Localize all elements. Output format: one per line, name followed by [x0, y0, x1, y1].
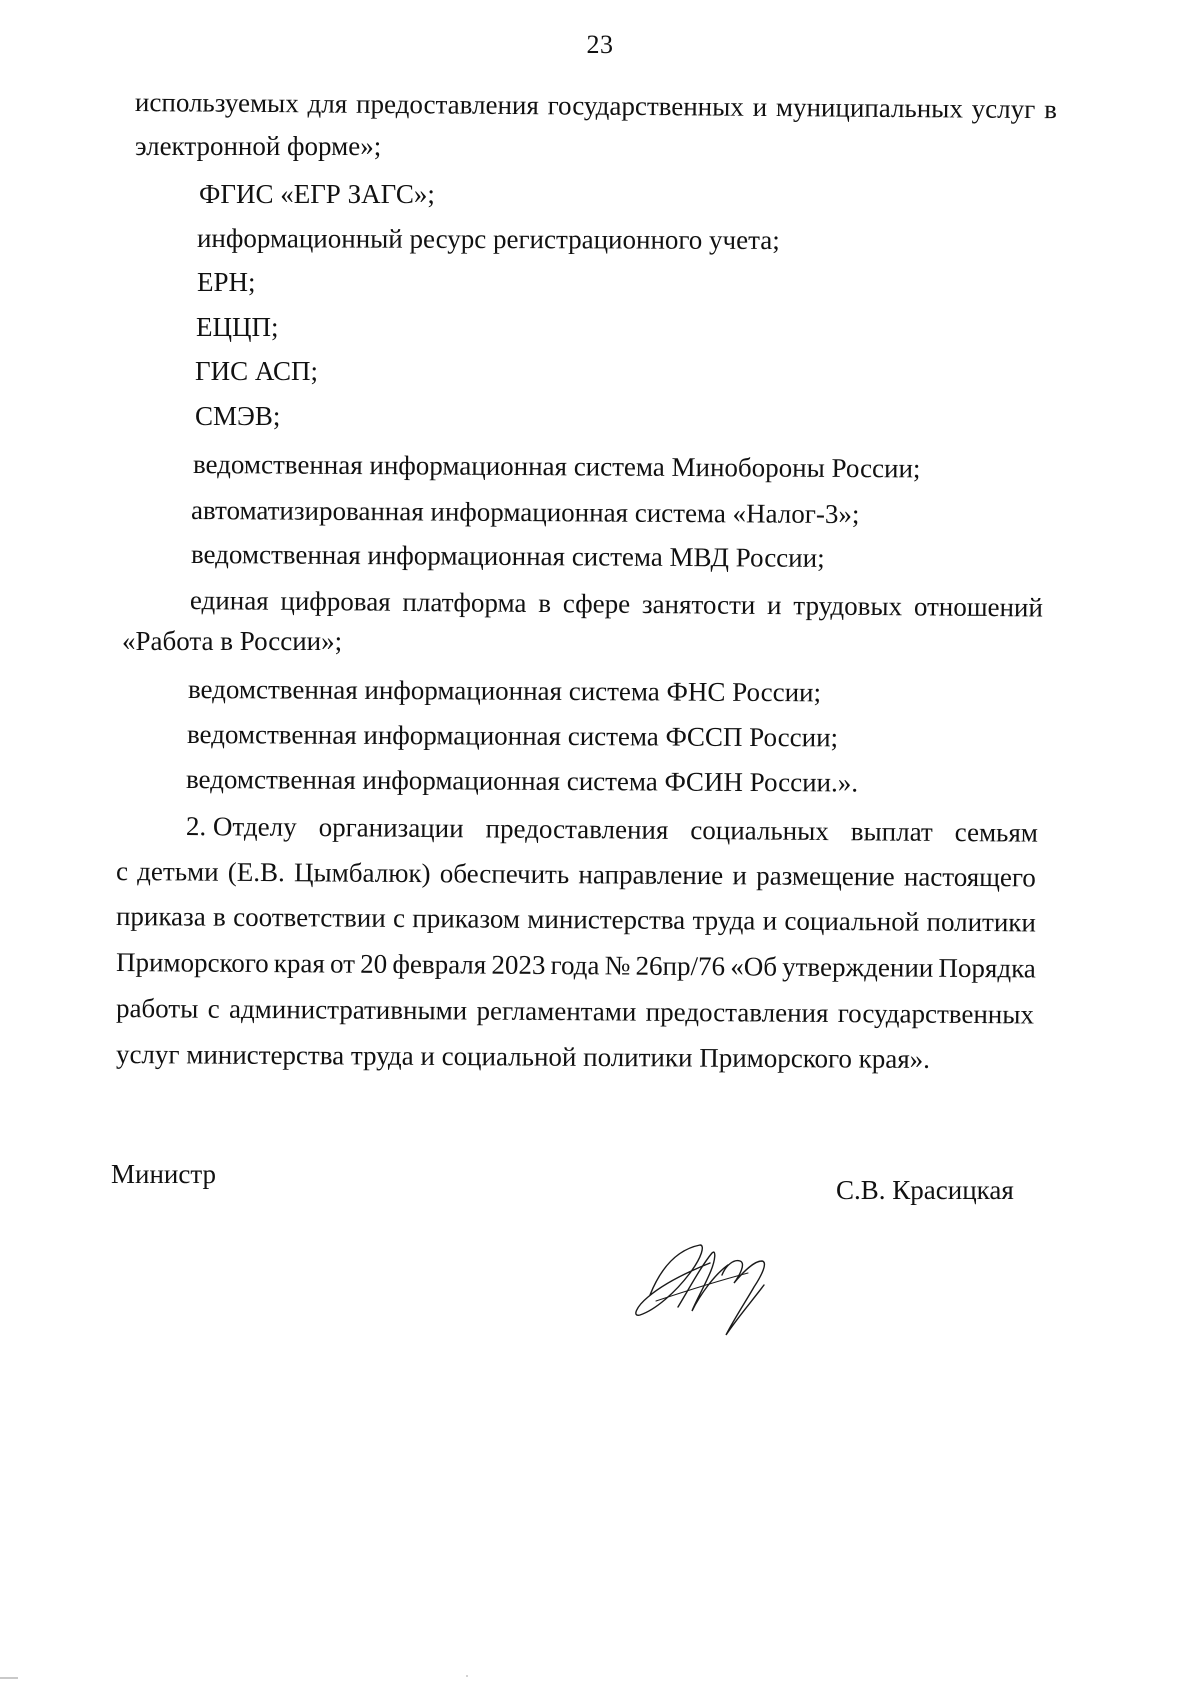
word: 2. Отделу	[185, 811, 297, 842]
word: семьям	[954, 817, 1039, 848]
word: размещение	[756, 860, 895, 892]
list-item-fns: ведомственная информационная система ФНС России;	[187, 674, 822, 708]
list-item-gis-asp: ГИС АСП;	[195, 356, 319, 386]
word: с	[115, 856, 129, 887]
paragraph-2-line-1	[186, 812, 1038, 848]
paragraph-2-line-2	[116, 857, 1036, 893]
position-title: Министр	[111, 1159, 216, 1189]
word: платформа	[402, 586, 527, 618]
word: в	[212, 901, 226, 932]
handwritten-signature	[630, 1235, 810, 1345]
word: предоставления	[645, 996, 829, 1028]
word: услуг	[971, 93, 1036, 125]
word: края	[273, 948, 325, 979]
list-item-smev: СМЭВ;	[195, 401, 281, 431]
list-item-fgis: ФГИС «ЕГР ЗАГС»;	[199, 179, 435, 209]
scan-artifact-mark	[0, 1677, 18, 1679]
word: политики	[926, 906, 1037, 938]
word: с	[207, 993, 220, 1024]
word: министерства	[527, 903, 686, 935]
page-number: 23	[586, 30, 614, 59]
word: государственных	[837, 998, 1035, 1030]
paragraph-1-line-2: электронной форме»;	[135, 131, 382, 161]
paragraph-2-line-5	[116, 994, 1034, 1030]
platform-item-line-2: «Работа в России»;	[122, 626, 343, 656]
word: и	[752, 91, 768, 122]
word: предоставления	[355, 88, 539, 121]
word: года	[550, 950, 600, 981]
word: (Е.В.	[227, 856, 285, 888]
word: регламентами	[476, 995, 637, 1027]
list-item-fssp: ведомственная информационная система ФССП России;	[186, 719, 839, 753]
word: приказа	[115, 901, 206, 932]
list-item-fsin: ведомственная информационная система ФСИН России.».	[185, 764, 859, 798]
word: Цымбалюк)	[294, 857, 431, 889]
word: административными	[228, 993, 468, 1026]
word: с	[392, 902, 406, 934]
paragraph-2-line-6: услуг министерства труда и социальной политики Приморского края».	[115, 1039, 931, 1074]
word: трудовых	[793, 590, 903, 622]
word: организации	[318, 812, 464, 844]
word: от	[329, 948, 356, 979]
word: №	[604, 950, 631, 981]
word: соответствии	[233, 901, 386, 933]
word: используемых	[134, 87, 299, 119]
word: настоящего	[903, 861, 1036, 893]
word: занятости	[641, 588, 756, 620]
list-item-minoborony: ведомственная информационная система Минобороны России;	[192, 449, 921, 484]
word: муниципальных	[775, 92, 964, 124]
word: государственных	[547, 90, 744, 122]
word: для	[307, 88, 348, 119]
word: цифровая	[280, 585, 391, 617]
word: и	[732, 860, 748, 891]
scan-artifact-dot	[466, 1675, 468, 1677]
word: предоставления	[485, 813, 669, 845]
word: в	[538, 588, 552, 619]
paragraph-1-line-1	[135, 88, 1057, 125]
paragraph-2-line-4	[116, 948, 1036, 984]
word: обеспечить	[439, 858, 570, 890]
word: 2023	[491, 949, 546, 980]
list-item-nalog: автоматизированная информационная система «Налог-3»;	[190, 495, 860, 530]
signatory-name: С.В. Красицкая	[836, 1175, 1014, 1205]
list-item-mvd: ведомственная информационная система МВД России;	[190, 539, 825, 573]
list-item-ern: ЕРН;	[197, 267, 256, 297]
paragraph-2-line-3	[116, 902, 1036, 938]
word: Приморского	[115, 947, 269, 979]
word: сфере	[562, 588, 631, 619]
word: февраля	[392, 948, 487, 980]
word: работы	[115, 993, 199, 1024]
word: детьми	[137, 856, 219, 887]
word: «Об	[730, 951, 778, 982]
word: направление	[578, 859, 724, 891]
word: выплат	[850, 816, 933, 847]
word: 26пр/76	[635, 950, 726, 982]
list-item-info-resource: информационный ресурс регистрационного учета;	[196, 223, 780, 256]
word: 20	[360, 948, 388, 979]
word: социальной	[784, 905, 920, 937]
word: социальных	[690, 814, 829, 847]
word: и	[766, 590, 782, 621]
list-item-etsp: ЕЦЦП;	[196, 312, 279, 342]
word: единая	[189, 585, 269, 616]
word: приказом	[412, 903, 521, 934]
word: и	[762, 905, 778, 936]
word: в	[1044, 94, 1058, 125]
platform-item-line-1	[190, 586, 1043, 623]
word: Порядка	[938, 952, 1036, 984]
word: отношений	[913, 591, 1044, 623]
word: труда	[692, 905, 756, 936]
word: утверждении	[782, 951, 934, 983]
